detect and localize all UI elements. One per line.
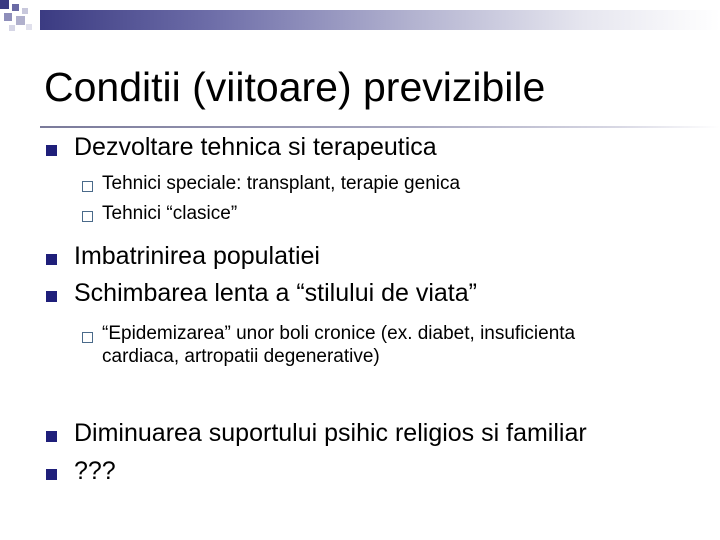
list-item: Diminuarea suportului psihic religios si familiar — [74, 419, 587, 447]
filled-square-bullet-icon — [46, 431, 57, 442]
list-item: Schimbarea lenta a “stilului de viata” — [74, 279, 477, 307]
filled-square-bullet-icon — [46, 254, 57, 265]
filled-square-bullet-icon — [46, 291, 57, 302]
filled-square-bullet-icon — [46, 469, 57, 480]
list-item: Dezvoltare tehnica si terapeutica — [74, 133, 437, 161]
list-item: ??? — [74, 457, 116, 485]
list-item: Imbatrinirea populatiei — [74, 242, 320, 270]
slide-title: Conditii (viitoare) previzibile — [44, 64, 546, 110]
sub-list-item: Tehnici “clasice” — [102, 203, 238, 224]
sub-list-item: “Epidemizarea” unor boli cronice (ex. diabet, insuficienta cardiaca, artropatii degenerative) — [102, 323, 576, 367]
hollow-square-bullet-icon — [82, 181, 93, 192]
sub-list-item: Tehnici speciale: transplant, terapie genica — [102, 173, 461, 194]
hollow-square-bullet-icon — [82, 332, 93, 343]
hollow-square-bullet-icon — [82, 211, 93, 222]
filled-square-bullet-icon — [46, 145, 57, 156]
